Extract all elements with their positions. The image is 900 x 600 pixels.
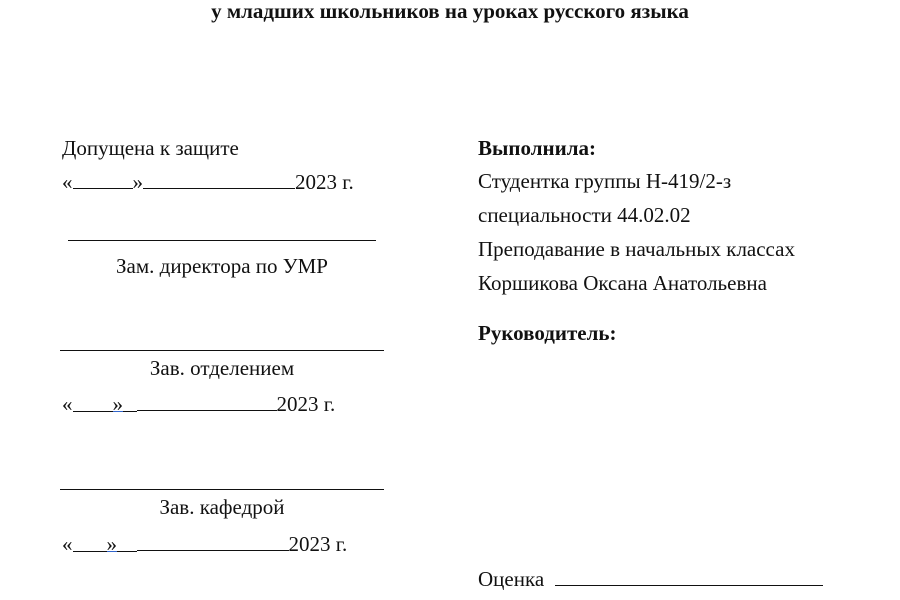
month-blank	[137, 530, 289, 551]
head-chair-date-line	[62, 530, 347, 557]
year-text: 2023 г.	[295, 170, 354, 194]
year-text: 2023 г.	[288, 532, 348, 556]
date-close-quote: »	[106, 532, 117, 556]
document-title-line: у младших школьников на уроках русского языка	[211, 0, 689, 23]
head-department-label: Зав. отделением	[149, 356, 295, 380]
grade-label: Оценка	[478, 567, 545, 591]
deputy-director-signature-line	[68, 240, 376, 241]
admission-date-line	[62, 168, 354, 195]
day-blank	[73, 531, 137, 556]
month-blank	[137, 390, 277, 411]
date-close-quote: »	[112, 392, 123, 416]
date-open-quote: «	[62, 170, 73, 194]
head-chair-label: Зав. кафедрой	[159, 495, 285, 519]
grade-line	[478, 565, 823, 592]
date-close-quote: »	[132, 170, 143, 194]
day-blank	[73, 168, 133, 189]
deputy-director-label: Зам. директора по УМР	[116, 254, 328, 278]
day-blank	[73, 391, 137, 416]
performed-by-label: Выполнила:	[478, 136, 596, 160]
date-open-quote: «	[62, 392, 73, 416]
year-text: 2023 г.	[276, 392, 336, 416]
supervisor-label: Руководитель:	[478, 321, 617, 345]
head-department-signature-line	[60, 350, 384, 351]
date-open-quote: «	[62, 532, 73, 556]
admitted-to-defense-text: Допущена к защите	[62, 136, 239, 160]
day-close-quote-wrap	[106, 531, 118, 556]
specialty-name: Преподавание в начальных классах	[478, 237, 795, 261]
head-chair-signature-line	[60, 489, 384, 490]
student-name: Коршикова Оксана Анатольевна	[478, 271, 767, 295]
day-close-quote-wrap	[112, 391, 124, 416]
specialty-code: специальности 44.02.02	[478, 203, 691, 227]
head-department-date-line	[62, 390, 335, 417]
student-group: Студентка группы Н-419/2-з	[478, 169, 732, 193]
month-blank	[143, 168, 295, 189]
grade-blank	[555, 565, 823, 586]
